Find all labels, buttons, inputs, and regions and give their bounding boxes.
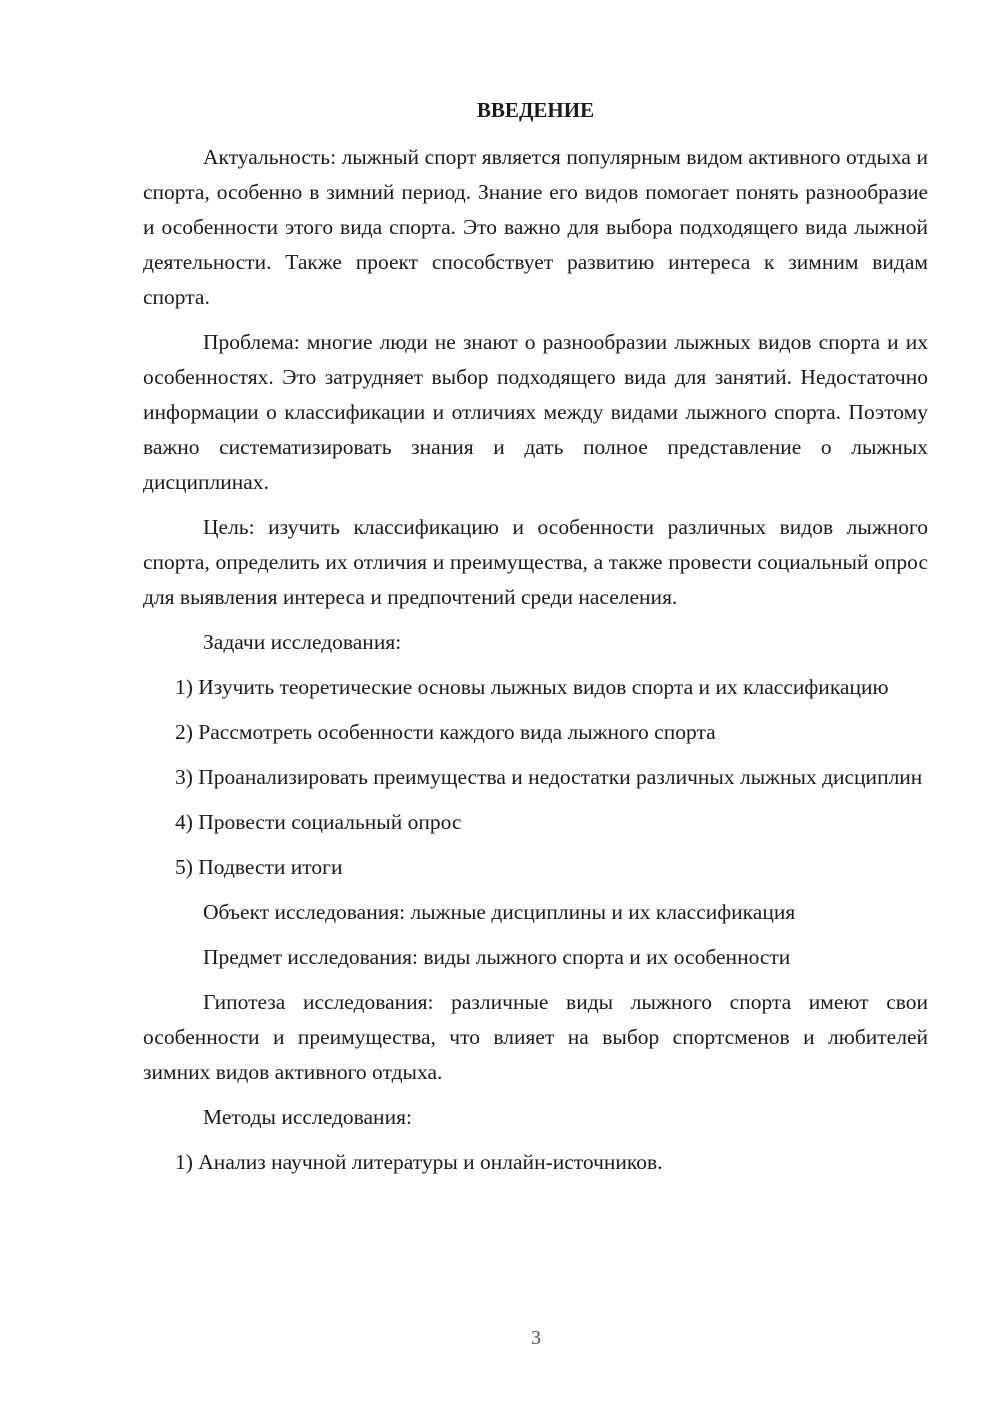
task-item-4: 4) Провести социальный опрос — [175, 810, 462, 834]
document-page — [143, 94, 928, 1190]
task-item-3: 3) Проанализировать преимущества и недостатки различных лыжных дисциплин — [175, 765, 923, 789]
task-item-1: 1) Изучить теоретические основы лыжных видов спорта и их классификацию — [175, 675, 889, 699]
task-item-5: 5) Подвести итоги — [175, 855, 343, 879]
tasks-heading: Задачи исследования: — [203, 630, 402, 654]
task-item-2: 2) Рассмотреть особенности каждого вида лыжного спорта — [175, 720, 716, 744]
object-paragraph: Объект исследования: лыжные дисциплины и их классификация — [203, 900, 796, 924]
page-number: 3 — [531, 1327, 541, 1349]
section-title: ВВЕДЕНИЕ — [476, 98, 595, 122]
goal-paragraph: Цель: изучить классификацию и особенности различных видов лыжного спорта, определить их отличия и преимущества, а также провести социальный опрос для выявления интереса и предпочтений среди населения. — [143, 515, 928, 609]
methods-heading: Методы исследования: — [203, 1105, 412, 1129]
hypothesis-paragraph: Гипотеза исследования: различные виды лыжного спорта имеют свои особенности и преимущества, что влияет на выбор спортсменов и любителей зимних видов активного отдыха. — [143, 990, 928, 1084]
method-item-1: 1) Анализ научной литературы и онлайн-источников. — [175, 1150, 663, 1174]
subject-paragraph: Предмет исследования: виды лыжного спорта и их особенности — [203, 945, 791, 969]
problem-paragraph: Проблема: многие люди не знают о разнообразии лыжных видов спорта и их особенностях. Это затрудняет выбор подходящего вида для занятий. Недостаточно информации о классификации и отличиях между видами лыжного спорта. Поэтому важно систематизировать знания и дать полное представление о лыжных дисциплинах. — [143, 330, 928, 494]
relevance-paragraph: Актуальность: лыжный спорт является популярным видом активного отдыха и спорта, особенно в зимний период. Знание его видов помогает понять разнообразие и особенности этого вида спорта. Это важно для выбора подходящего вида лыжной деятельности. Также проект способствует развитию интереса к зимним видам спорта. — [143, 145, 928, 309]
